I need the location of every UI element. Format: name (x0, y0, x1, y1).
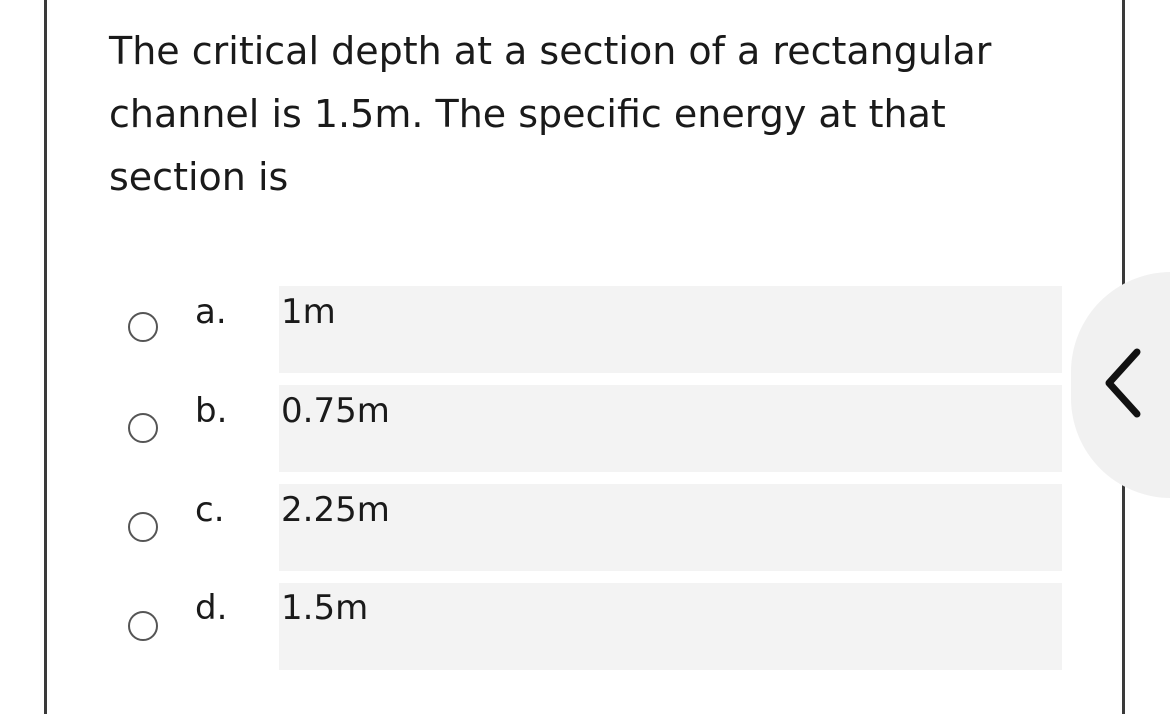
option-d[interactable] (126, 583, 1066, 671)
option-c-text: 2.25m (281, 490, 390, 530)
frame-left-border (44, 0, 47, 714)
back-navigation-tab[interactable] (1071, 272, 1170, 498)
option-b-text: 0.75m (281, 391, 390, 431)
option-d-text: 1.5m (281, 588, 369, 628)
option-a-radio[interactable] (128, 312, 158, 342)
option-a-answer-box[interactable] (279, 286, 1062, 373)
option-b[interactable] (126, 385, 1066, 473)
option-d-letter: d. (195, 588, 228, 628)
option-c-radio[interactable] (128, 512, 158, 542)
option-a[interactable] (126, 286, 1066, 374)
option-b-answer-box[interactable] (279, 385, 1062, 472)
option-c-letter: c. (195, 490, 225, 530)
option-d-answer-box[interactable] (279, 583, 1062, 670)
option-a-text: 1m (281, 292, 336, 332)
option-a-letter: a. (195, 292, 227, 332)
option-c-answer-box[interactable] (279, 484, 1062, 571)
question-text: The critical depth at a section of a rectangular channel is 1.5m. The specific energy at that section is (109, 29, 992, 199)
option-b-letter: b. (195, 391, 228, 431)
option-b-radio[interactable] (128, 413, 158, 443)
chevron-left-icon (1103, 346, 1143, 420)
option-c[interactable] (126, 484, 1066, 572)
option-d-radio[interactable] (128, 611, 158, 641)
